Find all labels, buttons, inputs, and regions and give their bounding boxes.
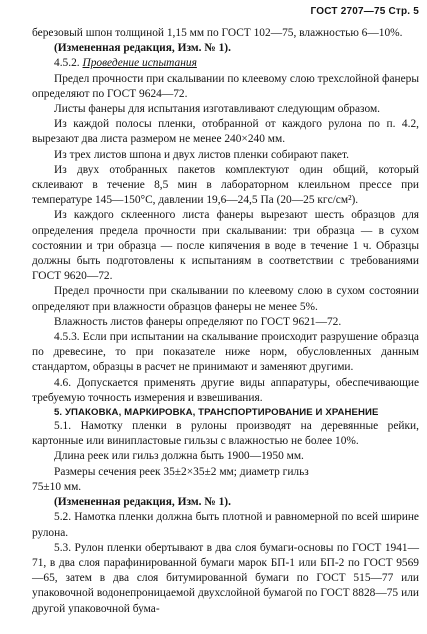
paragraph: Из каждой полосы пленки, отобранной от каждого рулона по п. 4.2, вырезают два листа размером не менее 240×240 мм.	[32, 118, 419, 146]
paragraph: Влажность листов фанеры определяют по ГОСТ 9621—72.	[54, 315, 342, 328]
amendment-note: (Измененная редакция, Изм. № 1).	[54, 42, 231, 55]
paragraph: 5.3. Рулон пленки обертывают в два слоя бумаги-основы по ГОСТ 1941—71, в два слоя парафинированной бумаги марок БП-1 или БП-2 по ГОСТ 9569—65, затем в два слоя битумированной бумаги по ГОСТ 515—77 или упаковочной водонепроницаемой двухслойной бумагой по ГОСТ 8828—75 или другой упаковочной бума-	[32, 541, 419, 615]
paragraph: 5.2. Намотка пленки должна быть плотной и равномерной по всей ширине рулона.	[32, 511, 419, 539]
paragraph: Предел прочности при скалывании по клеевому слою в сухом состоянии определяют при влажности образцов фанеры не менее 5%.	[32, 285, 419, 313]
amendment-note: (Измененная редакция, Изм. № 1).	[54, 496, 231, 509]
paragraph: 4.5.3. Если при испытании на скалывание происходит разрушение образца по древесине, то при показателе ниже норм, обусловленных данным стандартом, образцы в расчет не принимают и заменяют другими.	[32, 331, 419, 374]
paragraph: Из трех листов шпона и двух листов пленки собирают пакет.	[54, 148, 349, 161]
paragraph: Листы фанеры для испытания изготавливают следующим образом.	[54, 103, 381, 116]
paragraph: 5.1. Намотку пленки в рулоны производят на деревянные рейки, картонные или винипластовые гильзы с влажностью не более 10%.	[32, 420, 419, 448]
paragraph: 4.6. Допускается применять другие виды аппаратуры, обеспечивающие требуемую точность измерения и взвешивания.	[32, 376, 419, 404]
paragraph: Из каждого склеенного листа фанеры вырезают шесть образцов для определения предела прочности при скалывании: три образца — в сухом состоянии и три образца — после кипячения в воде в течение 1 ч. Образцы должны быть подготовлены к испытаниям в соответствии с требованиями ГОСТ 9620—72.	[32, 209, 419, 283]
paragraph: Длина реек или гильз должна быть 1900—1950 мм.	[54, 450, 304, 463]
page-header: ГОСТ 2707—75 Стр. 5	[310, 6, 419, 17]
paragraph: Предел прочности при скалывании по клеевому слою трехслойной фанеры определяют по ГОСТ 9624—72.	[32, 72, 419, 100]
subsection-number: 4.5.2.	[54, 57, 83, 70]
paragraph: березовый шпон толщиной 1,15 мм по ГОСТ 102—75, влажностью 6—10%.	[32, 27, 403, 39]
paragraph-continuation: 75±10 мм.	[32, 480, 82, 493]
paragraph: Из двух отобранных пакетов комплектуют один общий, который склеивают в течение 8,5 мин в лабораторном клеильном прессе при температуре 145—150°С, давлении 19,6—24,5 Па (20—25 кгс/см²).	[32, 163, 419, 207]
section-heading: 5. УПАКОВКА, МАРКИРОВКА, ТРАНСПОРТИРОВАНИЕ И ХРАНЕНИЕ	[54, 407, 379, 419]
paragraph: Размеры сечения реек 35±2×35±2 мм; диаметр гильз	[54, 465, 309, 478]
document-body	[32, 26, 419, 617]
subsection-heading	[32, 56, 419, 71]
subsection-title: Проведение испытания	[82, 57, 197, 70]
